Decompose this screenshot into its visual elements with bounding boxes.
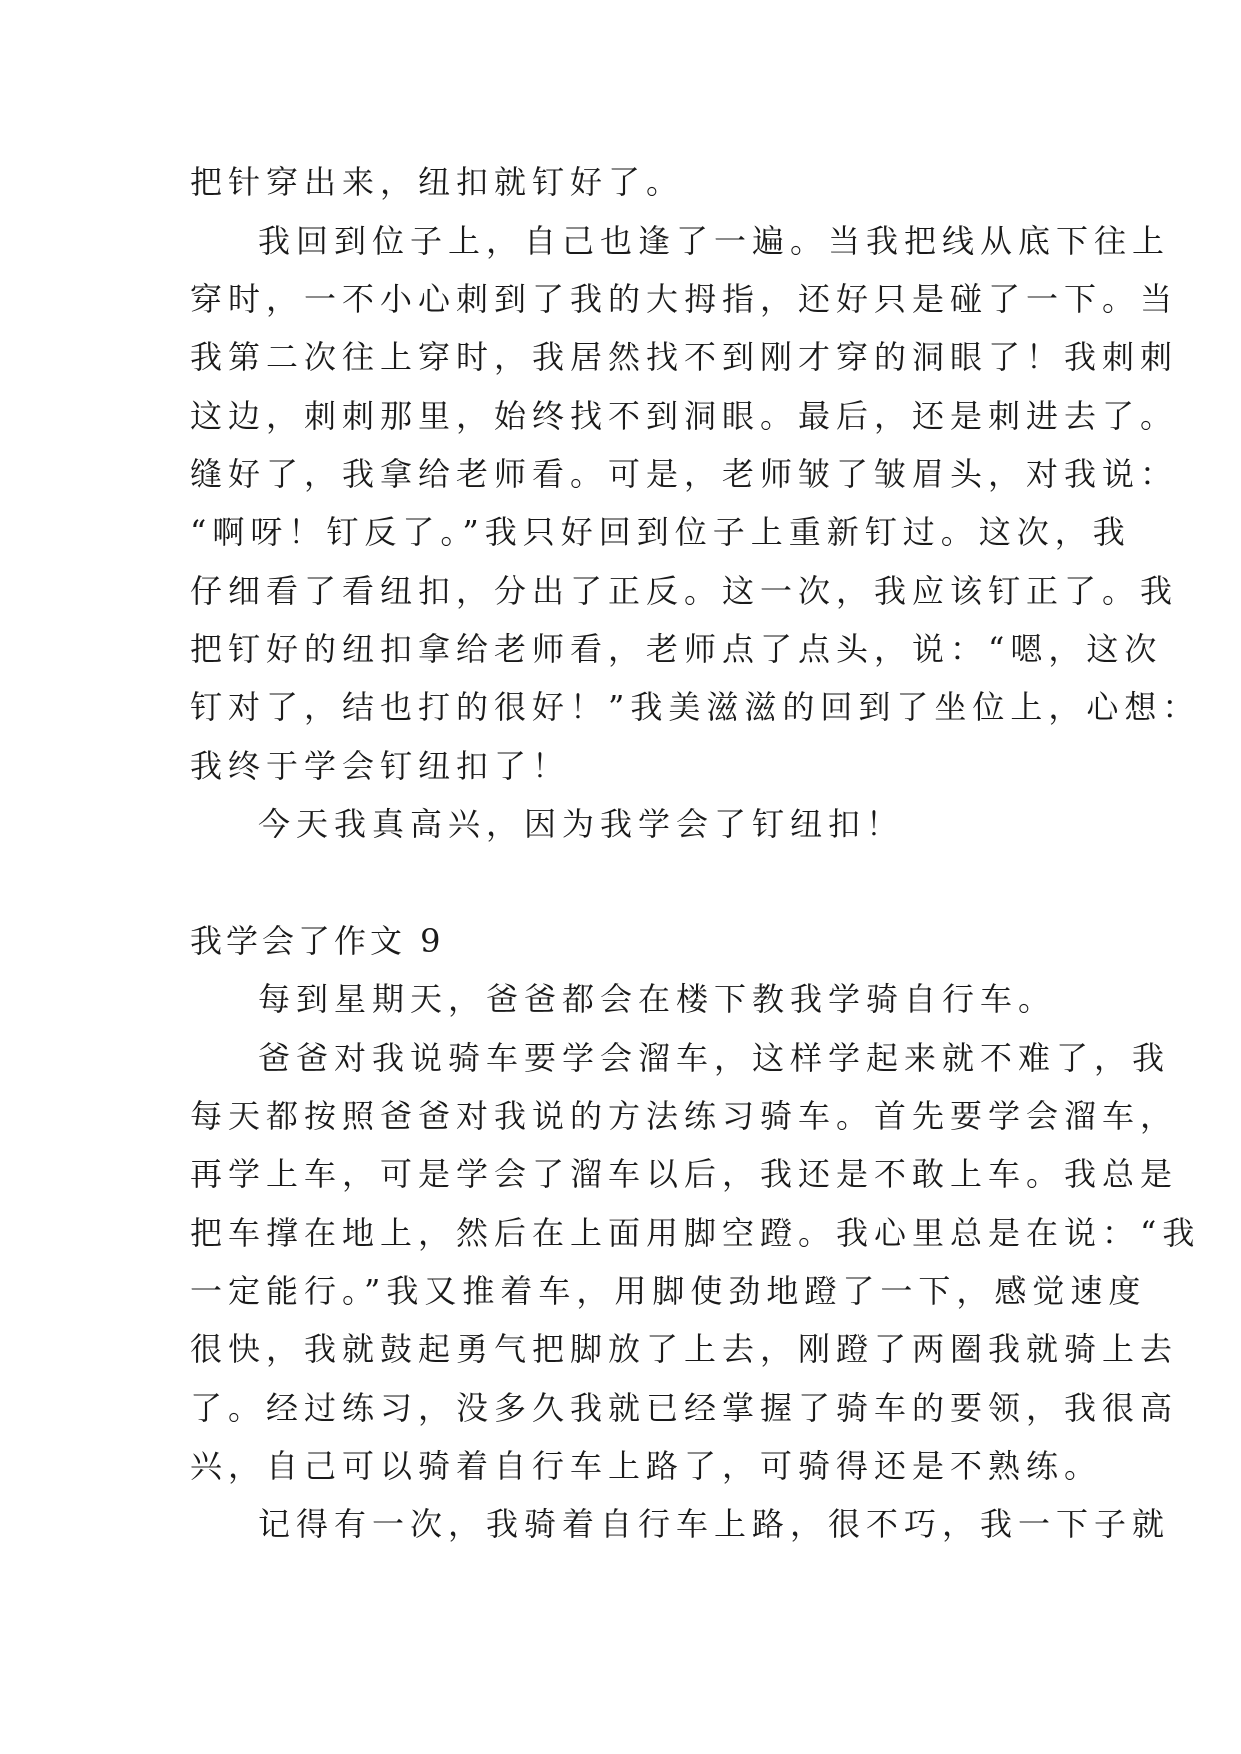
text-line: 我第二次往上穿时，我居然找不到刚才穿的洞眼了！我刺刺 bbox=[190, 338, 1179, 376]
paragraph-start-line: 爸爸对我说骑车要学会溜车，这样学起来就不难了，我 bbox=[258, 1039, 1171, 1077]
text-line: 一定能行。”我又推着车，用脚使劲地蹬了一下，感觉速度 bbox=[190, 1272, 1147, 1310]
text-line: 很快，我就鼓起勇气把脚放了上去，刚蹬了两圈我就骑上去 bbox=[190, 1330, 1179, 1368]
text-line: 把针穿出来，纽扣就钉好了。 bbox=[190, 163, 685, 201]
text-line: 仔细看了看纽扣，分出了正反。这一次，我应该钉正了。我 bbox=[190, 572, 1179, 610]
text-line: 每天都按照爸爸对我说的方法练习骑车。首先要学会溜车， bbox=[190, 1097, 1179, 1135]
paragraph-start-line: 今天我真高兴，因为我学会了钉纽扣！ bbox=[258, 805, 905, 843]
text-line: 我终于学会钉纽扣了！ bbox=[190, 747, 571, 785]
paragraph-start-line: 我回到位子上，自己也逢了一遍。当我把线从底下往上 bbox=[258, 222, 1171, 260]
text-line: 把钉好的纽扣拿给老师看，老师点了点头，说：“嗯，这次 bbox=[190, 630, 1163, 668]
text-line: 钉对了，结也打的很好！”我美滋滋的回到了坐位上，心想： bbox=[190, 688, 1201, 726]
paragraph-start-line: 每到星期天，爸爸都会在楼下教我学骑自行车。 bbox=[258, 980, 1057, 1018]
text-line: 把车撑在地上，然后在上面用脚空蹬。我心里总是在说：“我 bbox=[190, 1214, 1201, 1252]
text-line: 兴，自己可以骑着自行车上路了，可骑得还是不熟练。 bbox=[190, 1447, 1103, 1485]
text-line: 穿时，一不小心刺到了我的大拇指，还好只是碰了一下。当 bbox=[190, 280, 1179, 318]
text-line: 这边，刺刺那里，始终找不到洞眼。最后，还是刺进去了。 bbox=[190, 397, 1179, 435]
text-line: 缝好了，我拿给老师看。可是，老师皱了皱眉头，对我说： bbox=[190, 455, 1179, 493]
section-heading: 我学会了作文 9 bbox=[190, 922, 445, 960]
text-line: “啊呀！钉反了。”我只好回到位子上重新钉过。这次，我 bbox=[190, 513, 1131, 551]
text-line: 再学上车，可是学会了溜车以后，我还是不敢上车。我总是 bbox=[190, 1155, 1179, 1193]
paragraph-start-line: 记得有一次，我骑着自行车上路，很不巧，我一下子就 bbox=[258, 1505, 1171, 1543]
text-line: 了。经过练习，没多久我就已经掌握了骑车的要领，我很高 bbox=[190, 1389, 1179, 1427]
